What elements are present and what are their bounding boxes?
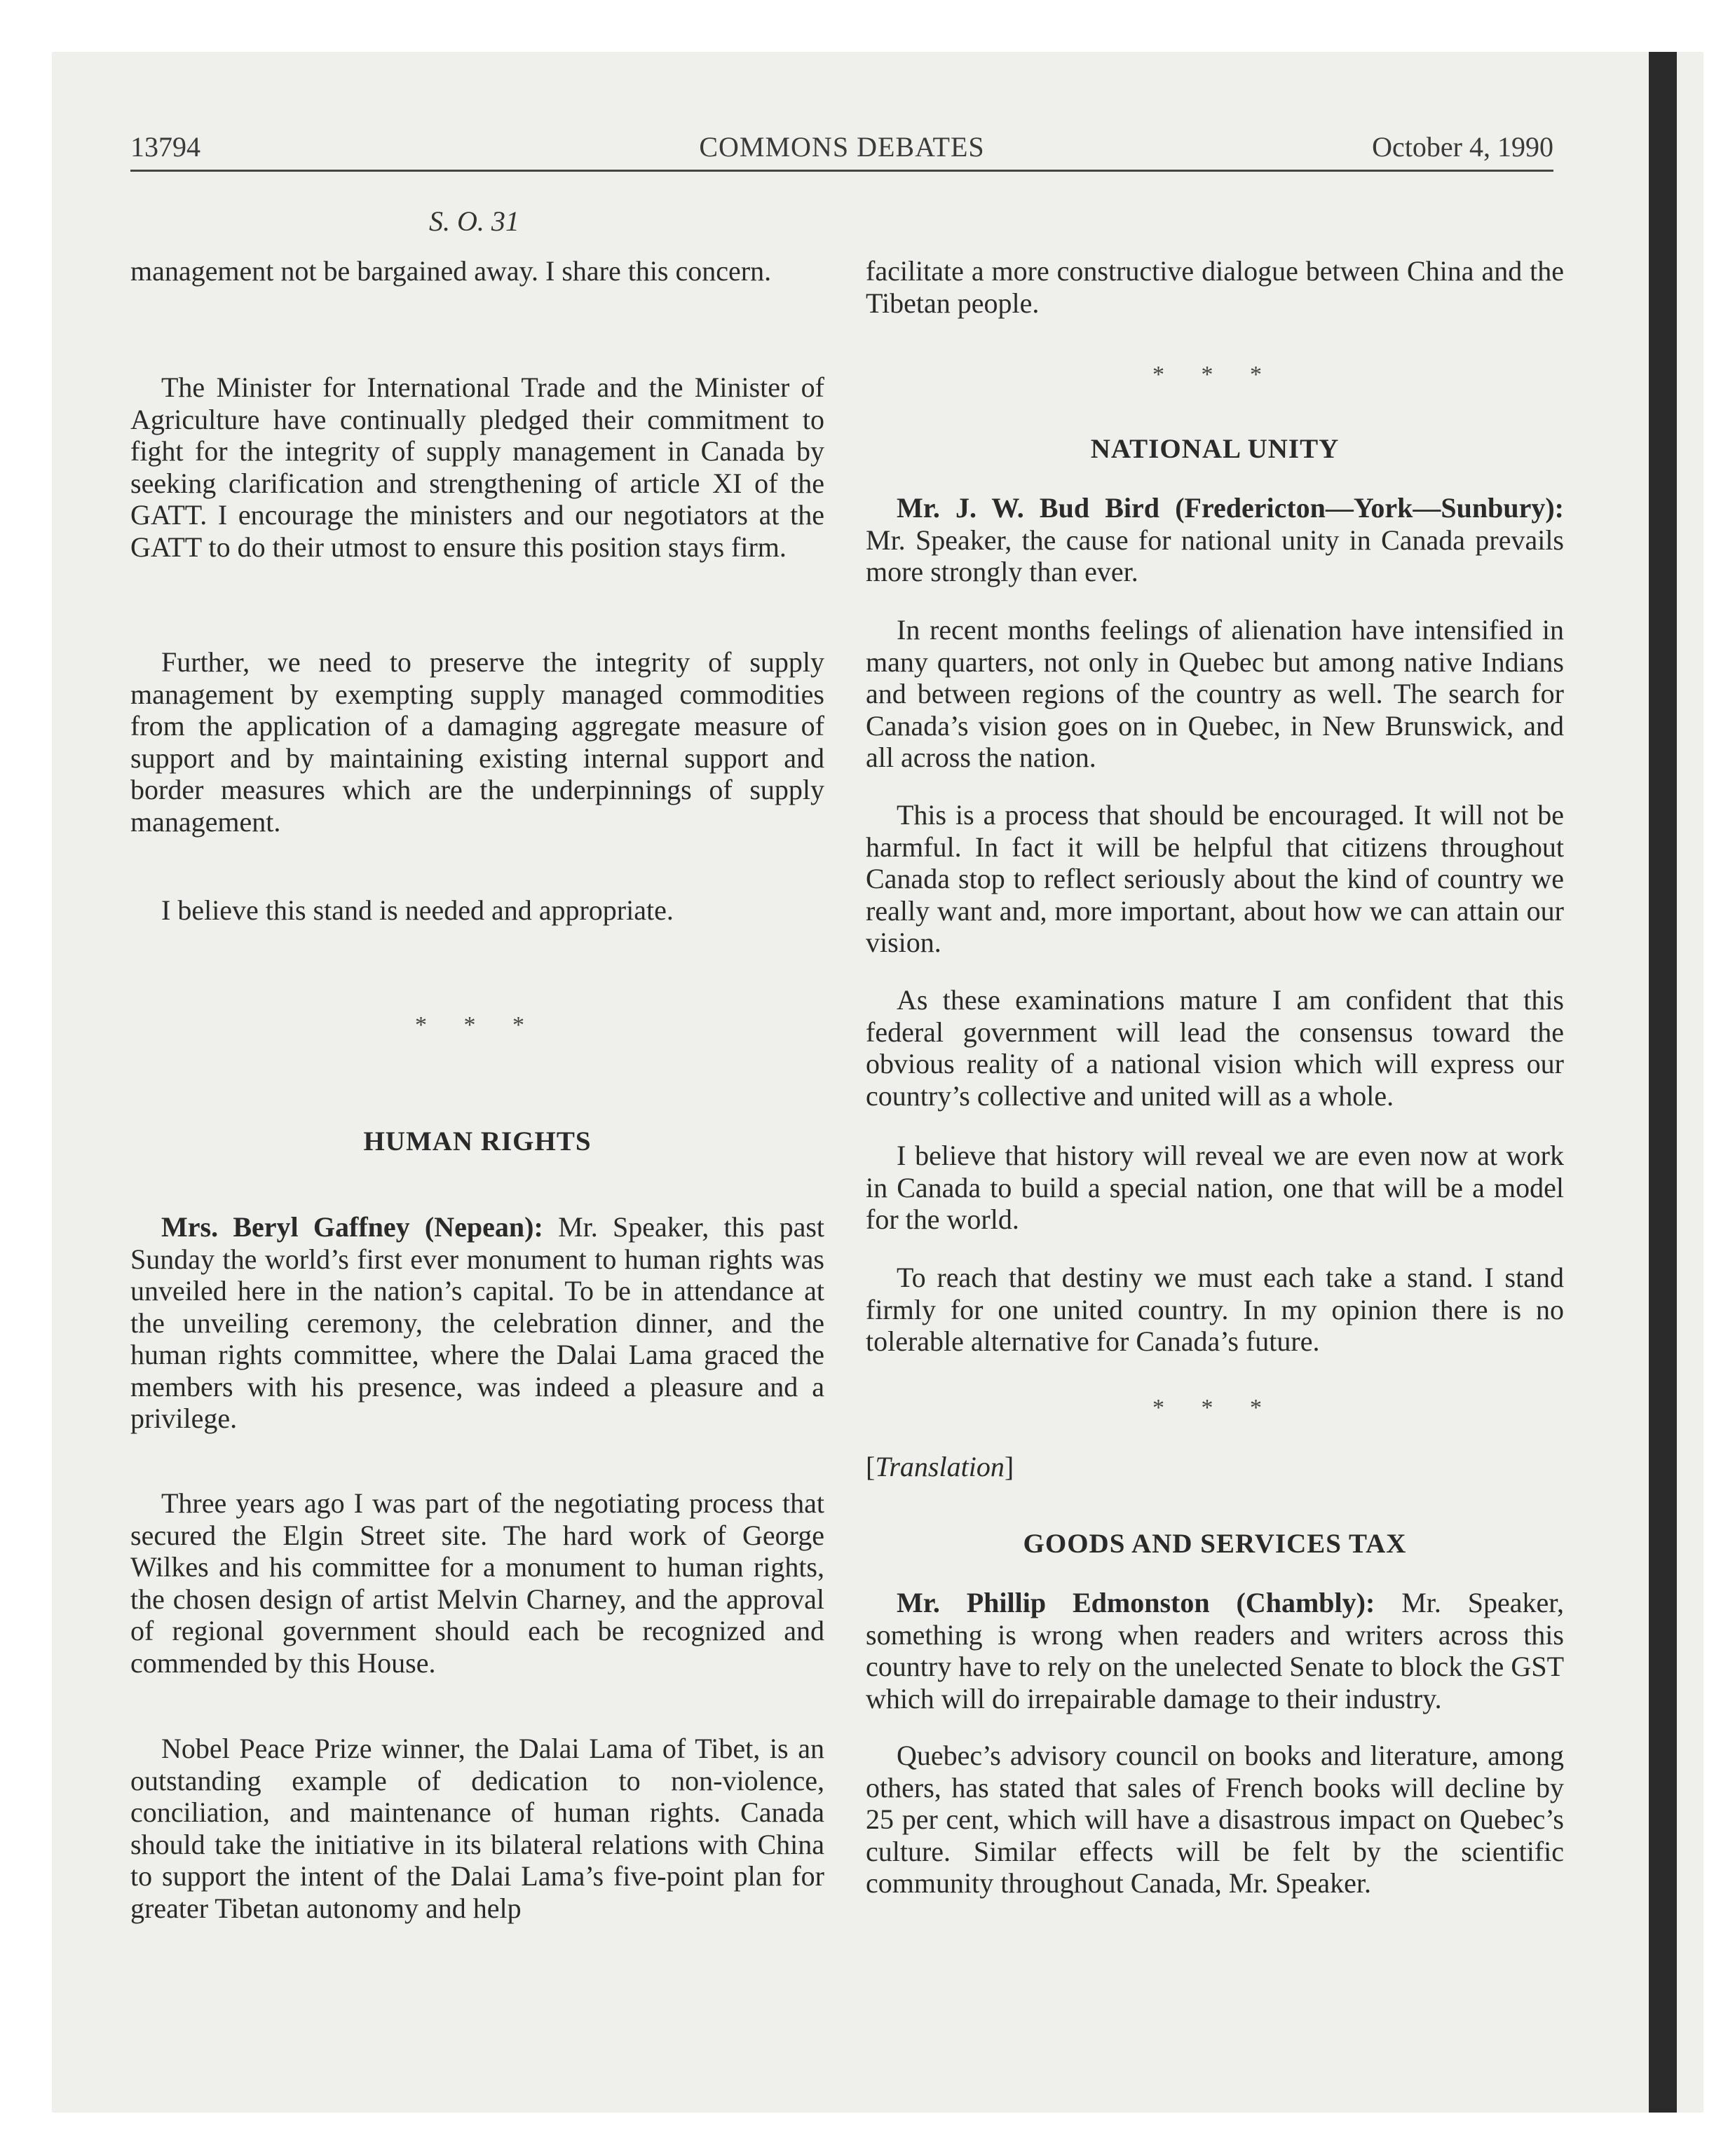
paragraph: management not be bargained away. I share this concern. xyxy=(130,255,772,287)
section-heading: NATIONAL UNITY xyxy=(1090,434,1340,464)
speaker-name: Mr. J. W. Bud Bird (Fredericton—York—Sunbury): xyxy=(897,492,1564,524)
speech-paragraph xyxy=(130,1211,824,1435)
paragraph: The Minister for International Trade and the Minister of Agriculture have continually pledged their commitment to fight for the integrity of supply management in Canada by seeking clarification and strengthening of article XI of the GATT. I encourage the ministers and our negotiators at the GATT to do their utmost to ensure this position stays firm. xyxy=(130,371,824,563)
paragraph: I believe this stand is needed and appropriate. xyxy=(161,894,674,926)
scan-edge-shadow xyxy=(1649,52,1677,2113)
section-heading: GOODS AND SERVICES TAX xyxy=(1023,1529,1407,1559)
publication-title: COMMONS DEBATES xyxy=(699,131,985,163)
paragraph: I believe that history will reveal we are even now at work in Canada to build a special nation, one that will be a model for the world. xyxy=(866,1140,1564,1235)
paragraph: Quebec’s advisory council on books and literature, among others, has stated that sales of French books will decline by 25 per cent, which will have a disastrous impact on Quebec’s culture. Similar effects will be felt by the scientific community throughout Canada, Mr. Speaker. xyxy=(866,1740,1564,1899)
header-date: October 4, 1990 xyxy=(1372,131,1553,163)
paragraph: Nobel Peace Prize winner, the Dalai Lama of Tibet, is an outstanding example of dedication to non-violence, conciliation, and maintenance of human rights. Canada should take the initiative in its bilateral relations with China to support the intent of the Dalai Lama’s five-point plan for greater Tibetan autonomy and help xyxy=(130,1733,824,1924)
section-separator: * * * xyxy=(415,1012,540,1038)
paragraph: In recent months feelings of alienation have intensified in many quarters, not only in Quebec but among native Indians and between regions of the country as well. The search for Canada’s vision goes on in Quebec, in New Brunswick, and all across the nation. xyxy=(866,614,1564,773)
speech-paragraph xyxy=(866,492,1564,588)
paragraph: Three years ago I was part of the negotiating process that secured the Elgin Street site. The hard work of George Wilkes and his committee for a monument to human rights, the chosen design of artist Melvin Charney, and the approval of regional government should each be recognized and commended by this House. xyxy=(130,1487,824,1679)
speech-text: Mr. Speaker, this past Sunday the world’s first ever monument to human rights was unveiled here in the nation’s capital. To be in attendance at the unveiling ceremony, the celebration dinner, and the human rights committee, where the Dalai Lama graced the members with his presence, was indeed a pleasure and a privilege. xyxy=(130,1211,824,1434)
paragraph: As these examinations mature I am confident that this federal government will lead the consensus toward the obvious reality of a national vision which will express our country’s collective and united will as a whole. xyxy=(866,984,1564,1112)
section-separator: * * * xyxy=(1152,362,1277,388)
page-number: 13794 xyxy=(130,131,200,163)
left-column xyxy=(130,0,824,2156)
section-heading: HUMAN RIGHTS xyxy=(363,1126,592,1157)
paragraph: This is a process that should be encouraged. It will not be harmful. In fact it will be helpful that citizens throughout Canada stop to reflect seriously about the kind of country we really want and, more important, about how we can attain our vision. xyxy=(866,799,1564,958)
section-label: S. O. 31 xyxy=(429,205,519,237)
translation-word: Translation xyxy=(875,1451,1005,1482)
section-separator: * * * xyxy=(1152,1395,1277,1421)
speech-paragraph xyxy=(866,1587,1564,1714)
right-column xyxy=(866,0,1564,2156)
speech-text: Mr. Speaker, something is wrong when readers and writers across this country have to rely on the unelected Senate to block the GST which will do irrepairable damage to their industry. xyxy=(866,1587,1565,1714)
bracket-open: [ xyxy=(866,1451,876,1482)
speech-text: Mr. Speaker, the cause for national unity in Canada prevails more strongly than ever. xyxy=(866,524,1564,587)
paragraph: To reach that destiny we must each take a stand. I stand firmly for one united country. In my opinion there is no tolerable alternative for Canada’s future. xyxy=(866,1262,1564,1357)
paragraph: Further, we need to preserve the integrity of supply management by exempting supply managed commodities from the application of a damaging aggregate measure of support and by maintaining existing internal support and border measures which are the underpinnings of supply management. xyxy=(130,646,824,838)
speaker-name: Mrs. Beryl Gaffney (Nepean): xyxy=(161,1211,543,1243)
translation-note xyxy=(866,1451,1564,1483)
paragraph: facilitate a more constructive dialogue between China and the Tibetan people. xyxy=(866,255,1564,319)
speaker-name: Mr. Phillip Edmonston (Chambly): xyxy=(897,1587,1375,1618)
bracket-close: ] xyxy=(1004,1451,1014,1482)
